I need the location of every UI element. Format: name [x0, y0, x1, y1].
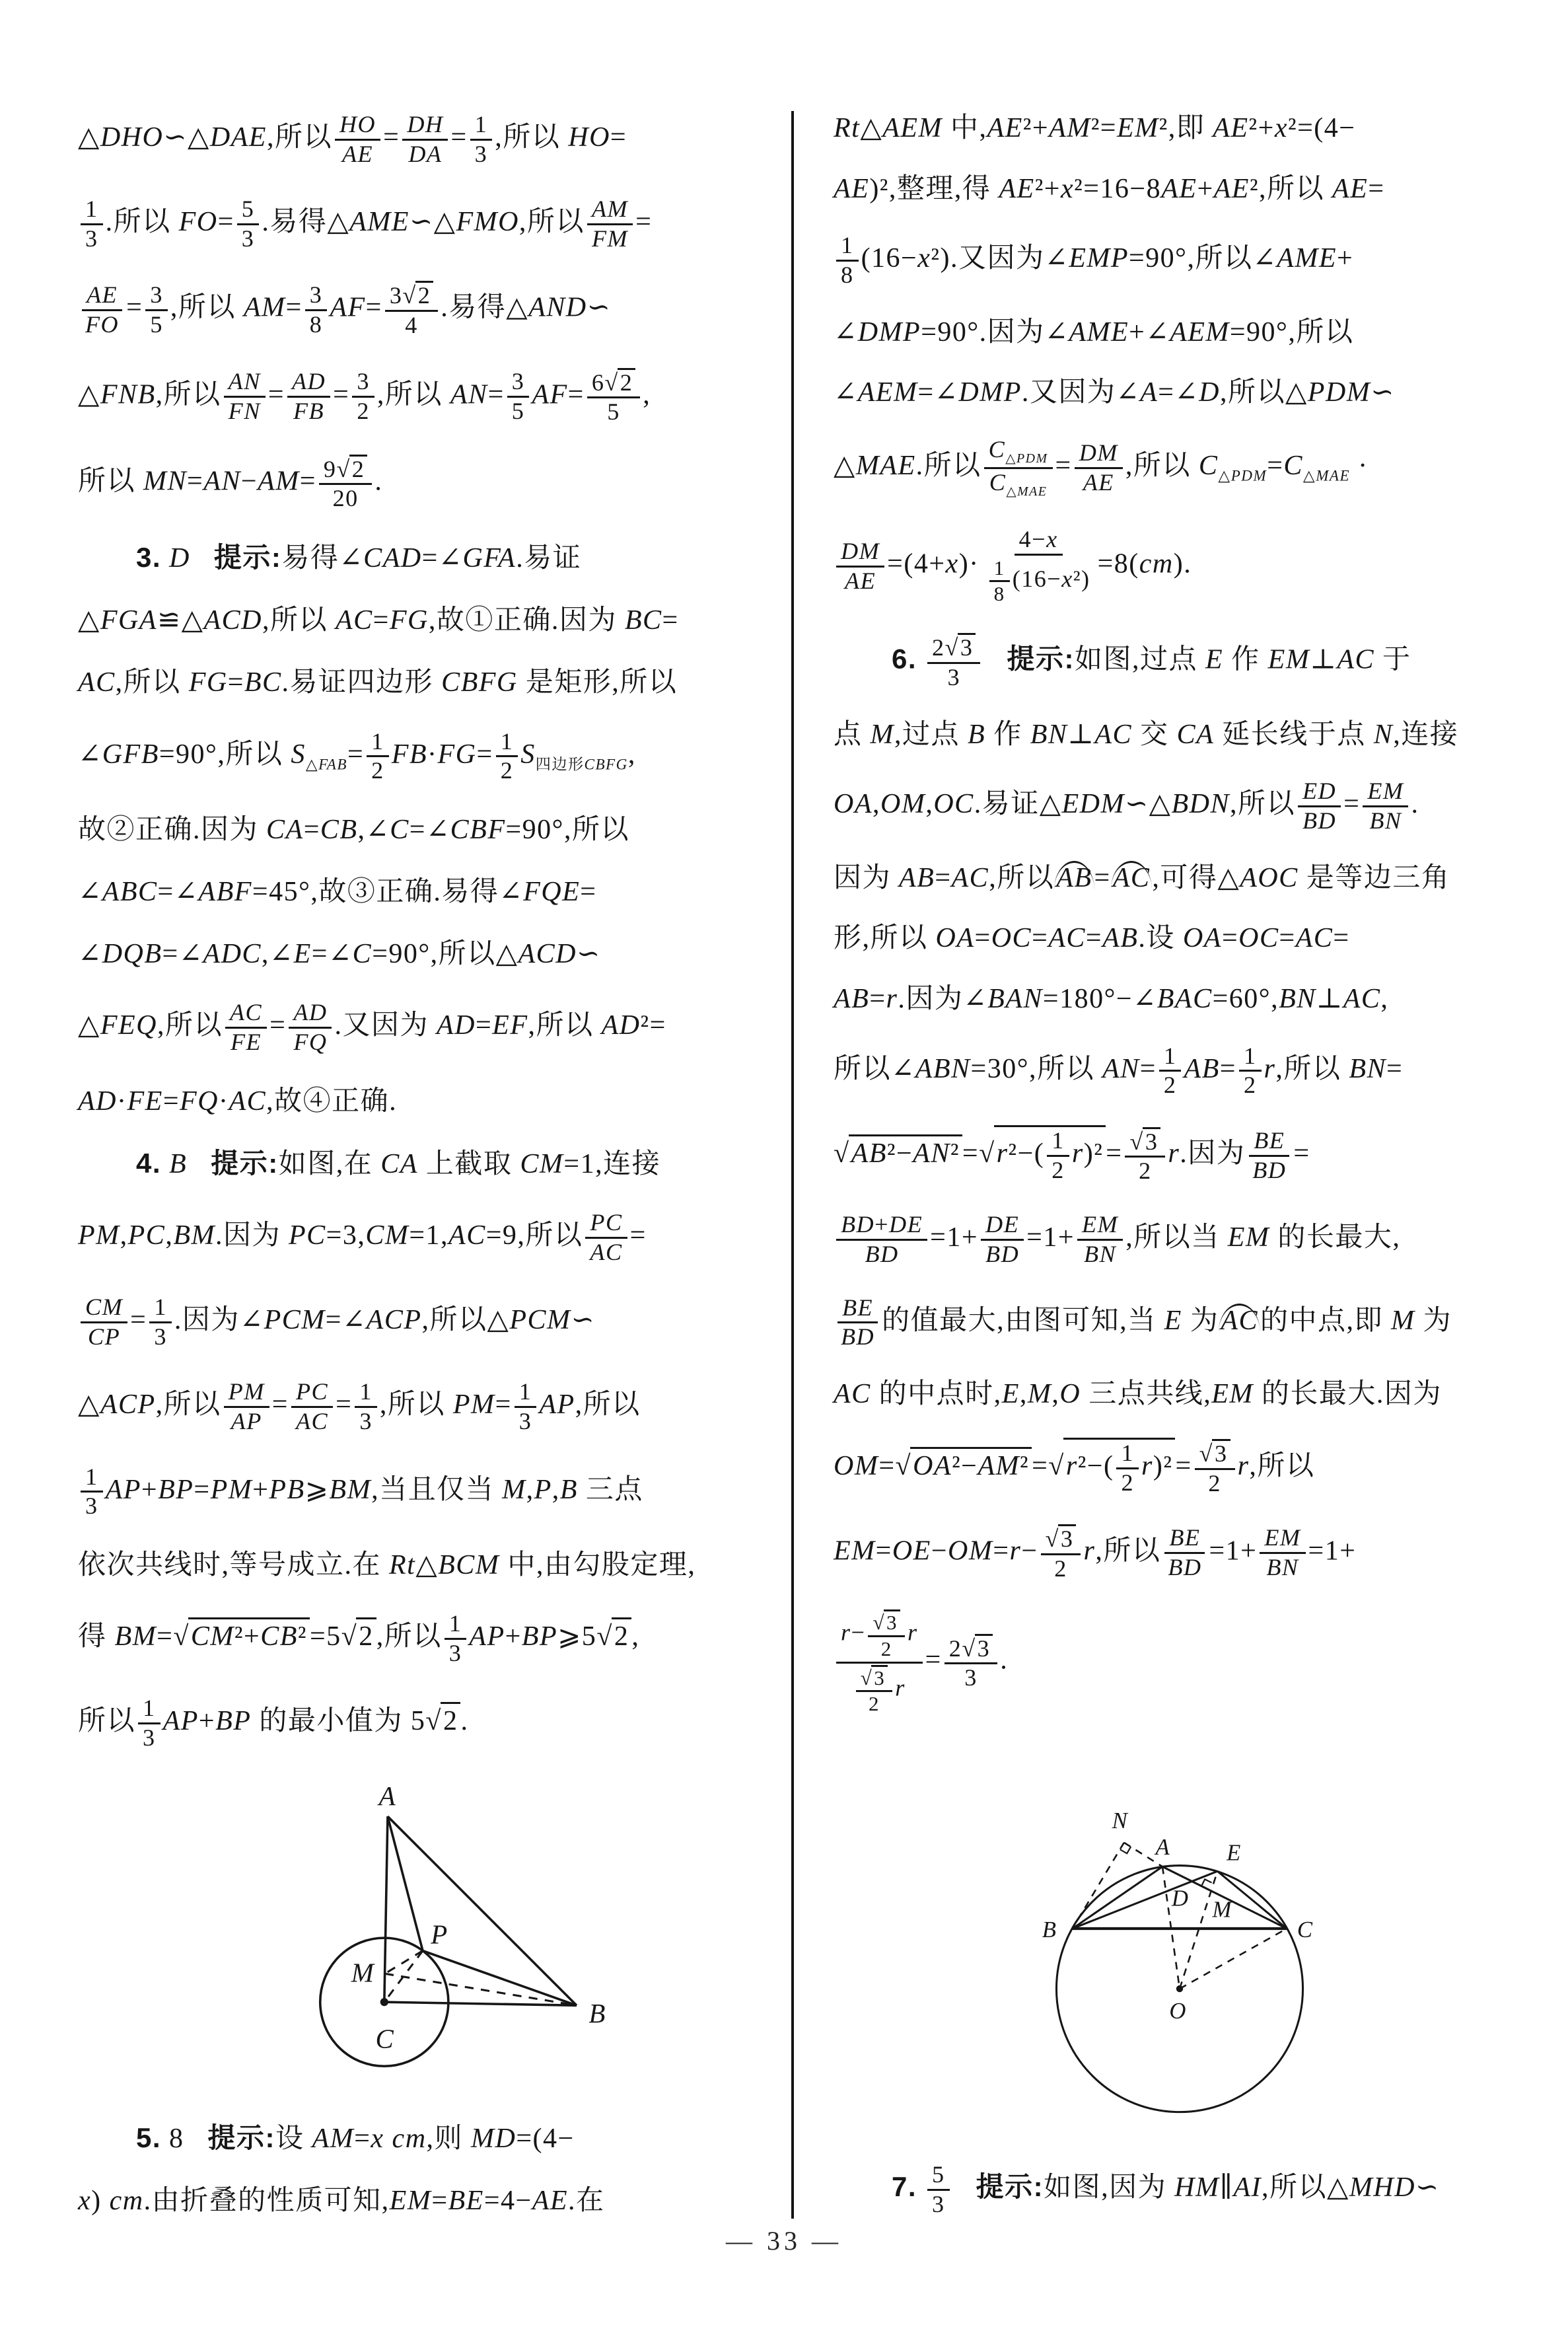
segment-pb	[423, 1951, 577, 2006]
segment-cb	[384, 2003, 577, 2006]
point-label-a: A	[1155, 1834, 1170, 1861]
right-column	[834, 111, 1526, 2219]
solution-text-line: △ACP,所以 $\frac{PM}{AP}$ = $\frac{PC}{AC}$ = $\frac{1}{3}$ ,所以 PM= $\frac{1}{3}$ AP,所以	[78, 1378, 641, 1435]
solution-text-line: $\frac{BE}{BD}$ 的值最大,由图可知,当 E 为AC的中点,即 M 为	[834, 1294, 1526, 1351]
figure-circle-chord	[962, 1742, 1398, 2135]
solution-text-line: $\frac{AE}{FO}$ = $\frac{3}{5}$ ,所以 AM= $\frac{3}{8}$ AF= $\frac{3√2}{4}$ .易得△AND∽	[78, 280, 765, 339]
point-label-c: C	[1297, 1917, 1313, 1943]
solution-text-line: ∠GFB=90°,所以 $S_{\triangle FAB}=$ $\frac{1}{2}$ FB·FG= $\frac{1}{2}$ $S_{四边形CBFG}$,	[78, 727, 636, 784]
solution-text-line: 7. $\frac{5}{3}$ 提示:如图,因为 HM∥AI,所以△MHD∽	[892, 2161, 1440, 2217]
solution-text-line: AC 的中点时,E,M,O 三点共线,EM 的长最大.因为	[834, 1379, 1442, 1410]
solution-text-line: 所以 $\frac{1}{3}$ AP+BP 的最小值为 5√2.	[78, 1695, 469, 1751]
solution-text-line: △FEQ,所以 $\frac{AC}{FE}$ = $\frac{AD}{FQ}$ .又因为 AD=EF,所以 AD²=	[78, 999, 666, 1056]
solution-text-line: x) cm.由折叠的性质可知,EM=BE=4−AE.在	[78, 2186, 605, 2217]
solution-text-line: AB=r.因为∠BAN=180°−∠BAC=60°,BN⊥AC,	[834, 984, 1389, 1015]
point-label-e: E	[1227, 1839, 1241, 1866]
point-label-c: C	[375, 2024, 394, 2055]
segment-ap	[388, 1817, 423, 1951]
solution-text-line: 依次共线时,等号成立.在 Rt△BCM 中,由勾股定理,	[78, 1549, 696, 1580]
point-label-a: A	[378, 1781, 396, 1812]
solution-text-line: △FNB,所以 $\frac{AN}{FN}$ = $\frac{AD}{FB}$ = $\frac{3}{2}$ ,所以 AN= $\frac{3}{5}$ AF= $\frac{6√2}{5}$ ,	[78, 368, 651, 425]
solution-text-line: △DHO∽△DAE,所以 $\frac{HO}{AE}$ = $\frac{DH}{DA}$ = $\frac{1}{3}$ ,所以 HO=	[78, 111, 627, 167]
point-label-n: N	[1112, 1808, 1127, 1834]
segment-pm-dashed	[385, 1951, 423, 1974]
solution-text-line: 所以∠ABN=30°,所以 AN= $\frac{1}{2}$ AB= $\frac{1}{2}$ r,所以 BN=	[834, 1042, 1404, 1099]
segment-mb-dashed	[385, 1974, 577, 2006]
solution-text-line: √AB²−AN²=√r²−( $\frac{1}{2}$ r)²= $\frac{√3}{2}$ r.因为 $\frac{BE}{BD}$ =	[834, 1125, 1526, 1185]
solution-text-line: 5. 8 提示:设 AM=x cm,则 MD=(4−	[136, 2122, 575, 2155]
solution-text-line: $\frac{DM}{AE}$ =(4+x)· 4−x $\frac{1}{8}$ (16−x²) =8(cm).	[834, 526, 1526, 607]
solution-text-line: 故②正确.因为 CA=CB,∠C=∠CBF=90°,所以	[78, 814, 629, 845]
solution-text-line: r− $\frac{√3}{2}$ r $\frac{√3}{2}$ r = $\frac{2√3}{3}$ .	[834, 1608, 1526, 1716]
solution-text-line: AD·FE=FQ·AC,故④正确.	[78, 1086, 398, 1117]
point-label-b: B	[588, 1999, 606, 2029]
solution-text-line: $\frac{BD+DE}{BD}$ =1+ $\frac{DE}{BD}$ =1+ $\frac{EM}{BN}$ ,所以当 EM 的长最大,	[834, 1211, 1526, 1268]
solution-text-line: ∠AEM=∠DMP.又因为∠A=∠D,所以△PDM∽	[834, 377, 1395, 408]
solution-text-line: ∠DMP=90°.因为∠AME+∠AEM=90°,所以	[834, 316, 1354, 348]
point-label-o: O	[1169, 1998, 1186, 2024]
point-label-p: P	[431, 1919, 448, 1950]
solution-text-line: 3. D 提示:易得∠CAD=∠GFA.易证	[136, 541, 582, 573]
figure-triangle-circle-svg	[217, 1779, 626, 2090]
solution-text-line: Rt△AEM 中,AE²+AM²=EM²,即 AE²+x²=(4−	[834, 113, 1356, 143]
left-column	[78, 111, 765, 2219]
solution-text-line: AC,所以 FG=BC.易证四边形 CBFG 是矩形,所以	[78, 667, 678, 698]
right-angle-mark-m	[1201, 1880, 1212, 1886]
segment-ab	[388, 1817, 577, 2006]
point-label-m: M	[351, 1958, 374, 1988]
point-label-b: B	[1042, 1917, 1056, 1943]
point-label-d: D	[1171, 1885, 1188, 1911]
segment-nb-dashed	[1073, 1843, 1124, 1929]
solution-text-line: OA,OM,OC.易证△EDM∽△BDN,所以 $\frac{ED}{BD}$ = $\frac{EM}{BN}$ .	[834, 778, 1419, 834]
column-divider	[791, 111, 794, 2219]
solution-text-line: 所以 MN=AN−AM= $\frac{9√2}{20}$ .	[78, 454, 765, 513]
solution-text-line: OM=√OA²−AM²=√r²−( $\frac{1}{2}$ r)²= $\frac{√3}{2}$ r,所以	[834, 1438, 1526, 1498]
solution-text-line: $\frac{1}{3}$ .所以 FO= $\frac{5}{3}$ .易得△AME∽△FMO,所以 $\frac{AM}{FM}$ =	[78, 196, 765, 252]
solution-text-line: $\frac{CM}{CP}$ = $\frac{1}{3}$ .因为∠PCM=∠ACP,所以△PCM∽	[78, 1294, 765, 1350]
solution-text-line: 点 M,过点 B 作 BN⊥AC 交 CA 延长线于点 N,连接	[834, 719, 1459, 750]
figure-triangle-circle	[217, 1779, 626, 2093]
solution-text-line: 6. $\frac{2√3}{3}$ 提示:如图,过点 E 作 EM⊥AC 于	[834, 632, 1526, 691]
solution-text-line: △MAE.所以 $C_{\triangle PDM}$ $C_{\triangle MAE}$ = $\frac{DM}{AE}$ ,所以 $C_{\triangle PDM}=C_{\triangle MAE}$ ·	[834, 435, 1369, 499]
solution-text-line: 因为 AB=AC,所以AB=AC,可得△AOC 是等边三角	[834, 861, 1526, 896]
solution-text-line: $\frac{1}{8}$ (16−x²).又因为∠EMP=90°,所以∠AME+	[834, 232, 1526, 289]
page-number: — 33 —	[726, 2226, 842, 2256]
point-o-dot	[1176, 1985, 1183, 1992]
solution-text-line: △FGA≌△ACD,所以 AC=FG,故①正确.因为 BC=	[78, 605, 679, 636]
solution-text-line: 4. B 提示:如图,在 CA 上截取 CM=1,连接	[136, 1147, 661, 1179]
segment-oc-dashed	[1180, 1929, 1287, 1989]
figure-circle-chord-svg	[962, 1742, 1398, 2132]
solution-text-line: 形,所以 OA=OC=AC=AB.设 OA=OC=AC=	[834, 923, 1350, 954]
solution-text-line: PM,PC,BM.因为 PC=3,CM=1,AC=9,所以 $\frac{PC}{AC}$ =	[78, 1209, 647, 1265]
solution-text-line: $\frac{1}{3}$ AP+BP=PM+PB⩾BM,当且仅当 M,P,B 三点	[78, 1463, 765, 1520]
solution-text-line: AE)²,整理,得 AE²+x²=16−8AE+AE²,所以 AE=	[834, 173, 1385, 204]
solution-text-line: ∠ABC=∠ABF=45°,故③正确.易得∠FQE=	[78, 877, 597, 907]
solution-text-line: EM=OE−OM=r− $\frac{√3}{2}$ r,所以 $\frac{BE}{BD}$ =1+ $\frac{EM}{BN}$ =1+	[834, 1524, 1357, 1582]
solution-text-line: 得 BM=√CM²+CB²=5√2,所以 $\frac{1}{3}$ AP+BP⩾5√2,	[78, 1610, 640, 1666]
point-label-m: M	[1212, 1896, 1232, 1923]
point-c-dot	[380, 1998, 388, 2006]
solution-text-line: ∠DQB=∠ADC,∠E=∠C=90°,所以△ACD∽	[78, 939, 601, 970]
